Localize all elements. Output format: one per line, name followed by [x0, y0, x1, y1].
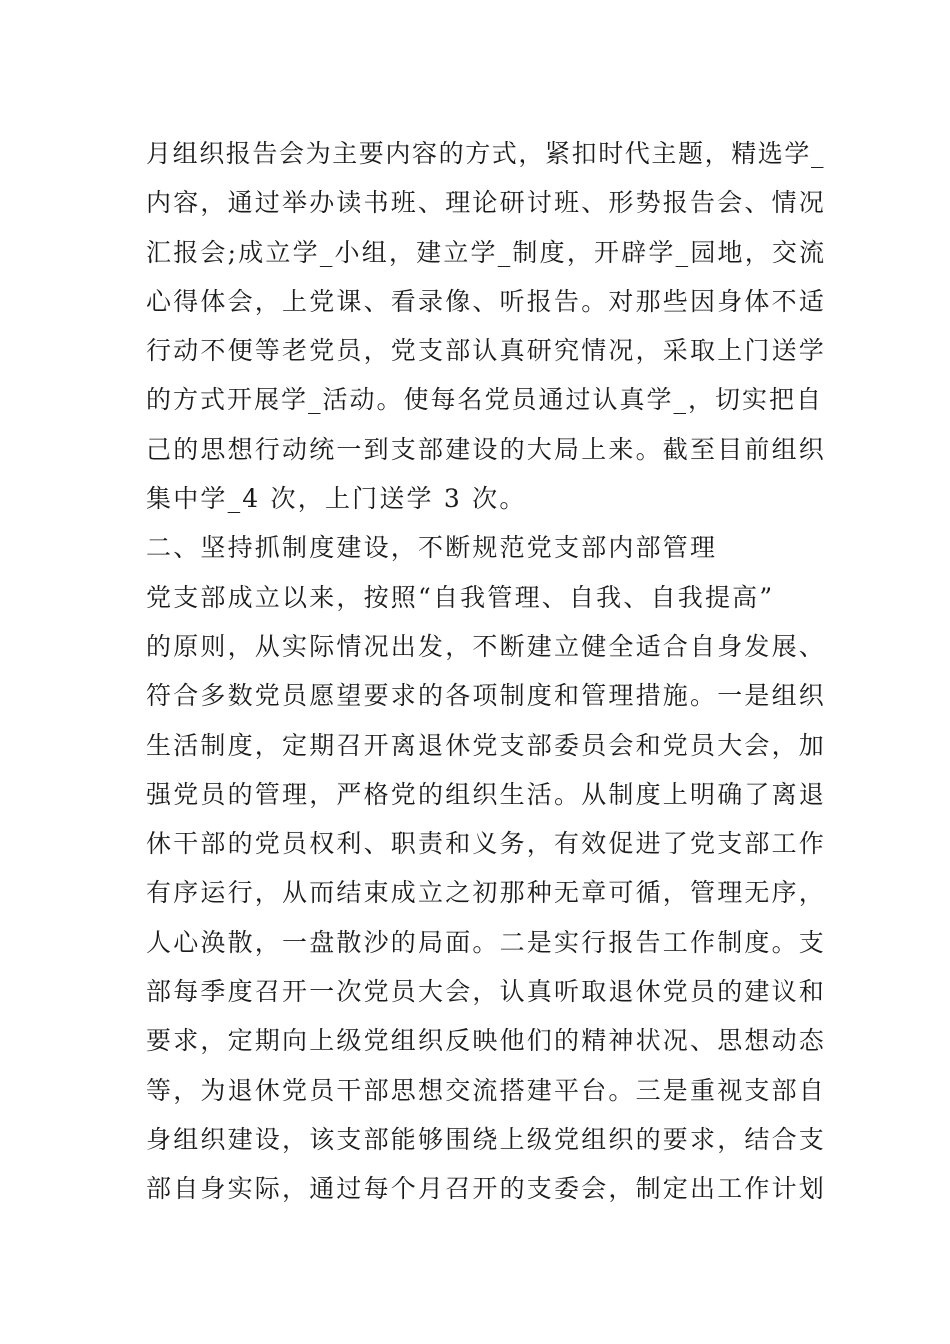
text-line: 的方式开展学_活动。使每名党员通过认真学_，切实把自 — [146, 385, 824, 415]
text-line: 强党员的管理，严格党的组织生活。从制度上明确了离退 — [146, 779, 827, 809]
text-line: 生活制度，定期召开离退休党支部委员会和党员大会，加 — [146, 730, 827, 760]
text-line: 月组织报告会为主要内容的方式，紧扣时代主题，精选学_ — [146, 139, 826, 168]
text-line: 有序运行，从而结束成立之初那种无章可循，管理无序， — [146, 878, 827, 908]
text-line: 的原则，从实际情况出发，不断建立健全适合自身发展、 — [146, 631, 827, 661]
body-text — [146, 129, 826, 1214]
text-line: 部每季度召开一次党员大会，认真听取退休党员的建议和 — [146, 977, 827, 1007]
text-line: 己的思想行动统一到支部建设的大局上来。截至目前组织 — [146, 434, 827, 464]
section-heading: 二、坚持抓制度建设，不断规范党支部内部管理 — [146, 533, 718, 563]
text-line: 休干部的党员权利、职责和义务，有效促进了党支部工作 — [146, 829, 827, 859]
text-line: 等，为退休党员干部思想交流搭建平台。三是重视支部自 — [146, 1075, 827, 1105]
text-line: 集中学_4 次，上门送学 3 次。 — [146, 484, 527, 514]
text-line: 党支部成立以来，按照“自我管理、自我、自我提高” — [146, 582, 775, 612]
text-line: 部自身实际，通过每个月召开的支委会，制定出工作计划 — [146, 1174, 827, 1204]
text-line: 要求，定期向上级党组织反映他们的精神状况、思想动态 — [146, 1026, 827, 1056]
text-line: 心得体会，上党课、看录像、听报告。对那些因身体不适 — [146, 286, 827, 316]
text-line: 汇报会;成立学_小组，建立学_制度，开辟学_园地，交流 — [146, 237, 827, 267]
text-line: 身组织建设，该支部能够围绕上级党组织的要求，结合支 — [146, 1124, 827, 1154]
text-line: 符合多数党员愿望要求的各项制度和管理措施。一是组织 — [146, 681, 827, 711]
text-line: 内容，通过举办读书班、理论研讨班、形势报告会、情况 — [146, 188, 827, 218]
text-line: 人心涣散，一盘散沙的局面。二是实行报告工作制度。支 — [146, 927, 827, 957]
text-line: 行动不便等老党员，党支部认真研究情况，采取上门送学 — [146, 336, 827, 366]
